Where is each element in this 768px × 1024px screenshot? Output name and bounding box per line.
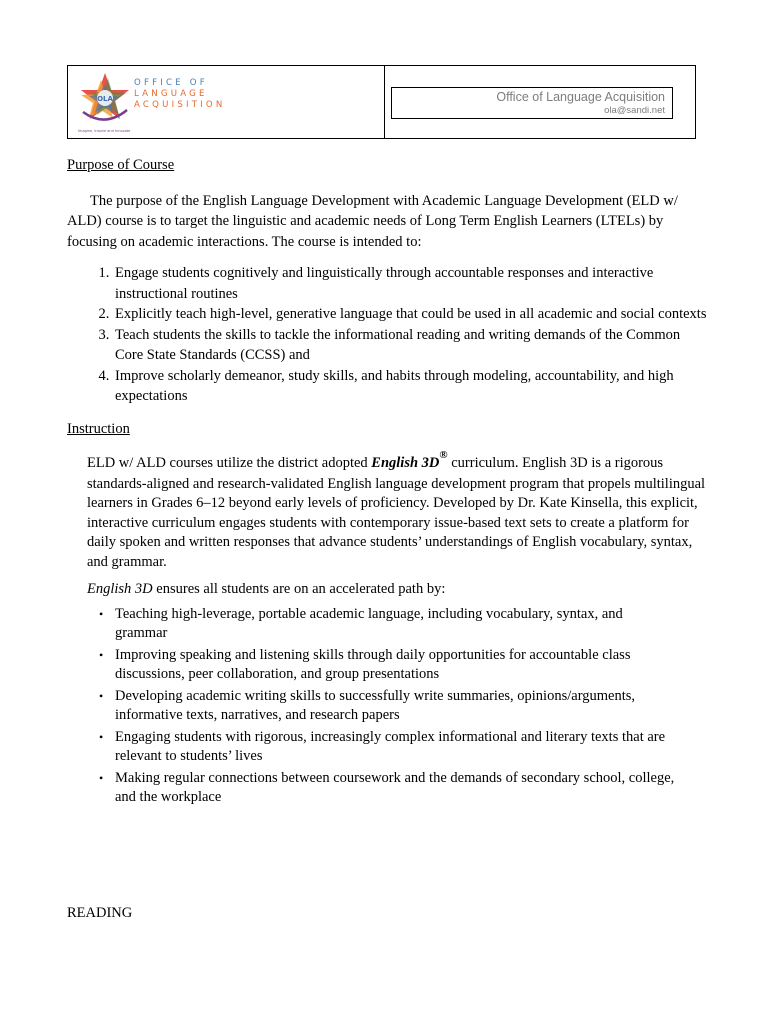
- instruction-heading: Instruction: [67, 420, 130, 437]
- ola-star-icon: [77, 70, 133, 130]
- english-3d-intro-rest: ensures all students are on an accelerated path by:: [152, 581, 446, 597]
- logo-line-acquisition: ACQUISITION: [134, 100, 226, 111]
- english-3d-goals-list: [67, 605, 675, 808]
- objective-item: 1. Engage students cognitively and linguistically through accountable responses and interactive instructional routines: [113, 263, 707, 304]
- course-objectives-list: [67, 263, 707, 407]
- reading-heading: READING: [67, 905, 133, 921]
- goal-item: • Teaching high-leverage, portable academic language, including vocabulary, syntax, and grammar: [115, 605, 675, 644]
- logo-line-office-of: OFFICE OF: [134, 78, 208, 88]
- instruction-text-rest: curriculum. English 3D is a rigorous standards-aligned and research-validated English language development program that propels multilingual learners in Grades 6–12 beyond early levels of proficiency. Developed by Dr. Kate Kinsella, this explicit, interactive curriculum engages students with contemporary issue-based text sets to create a platform for daily spoken and written responses that advance students’ understandings of English vocabulary, syntax, and grammar.: [87, 455, 706, 570]
- letterhead-table: [67, 65, 696, 139]
- goal-item: • Making regular connections between coursework and the demands of secondary school, college, and the workplace: [115, 769, 675, 808]
- goal-item: • Engaging students with rigorous, increasingly complex informational and literary texts that are relevant to students’ lives: [115, 728, 675, 767]
- logo-tagline: Imagine, Inspire and Innovate: [78, 129, 131, 133]
- purpose-paragraph: The purpose of the English Language Development with Academic Language Development (ELD w/ ALD) course is to target the linguistic and academic needs of Long Term English Learners (LTELs) by focusing on academic interactions. The course is intended to:: [67, 192, 678, 250]
- objective-item: 2. Explicitly teach high-level, generative language that could be used in all academic and social contexts: [113, 304, 707, 325]
- logo-line-language: LANGUAGE: [134, 89, 208, 100]
- objective-item: 3. Teach students the skills to tackle the informational reading and writing demands of the Common Core State Standards (CCSS) and: [113, 325, 707, 366]
- letterhead-contact-cell: [385, 66, 695, 138]
- objective-item: 4. Improve scholarly demeanor, study skills, and habits through modeling, accountability, and high expectations: [113, 366, 707, 407]
- goal-item: • Developing academic writing skills to successfully write summaries, opinions/arguments, informative texts, narratives, and research papers: [115, 687, 675, 726]
- ola-logo: [77, 70, 277, 134]
- office-name: Office of Language Acquisition: [496, 90, 665, 104]
- ola-badge-text: OLA: [97, 95, 113, 103]
- purpose-heading: Purpose of Course: [67, 157, 175, 173]
- english-3d-title: English 3D: [87, 581, 153, 597]
- logo-wordmark: [134, 78, 225, 112]
- goal-item: • Improving speaking and listening skills through daily opportunities for accountable class discussions, peer collaboration, and group presentations: [115, 646, 675, 685]
- instruction-paragraph: [67, 449, 707, 572]
- office-contact-box: [391, 87, 673, 119]
- registered-mark: ®: [439, 449, 448, 461]
- office-email: ola@sandi.net: [604, 105, 665, 116]
- document-body: [67, 155, 707, 810]
- instruction-text-start: ELD w/ ALD courses utilize the district adopted: [87, 455, 372, 471]
- curriculum-title: English 3D: [371, 455, 440, 471]
- letterhead-logo-cell: [68, 66, 385, 138]
- english-3d-intro: [67, 579, 707, 600]
